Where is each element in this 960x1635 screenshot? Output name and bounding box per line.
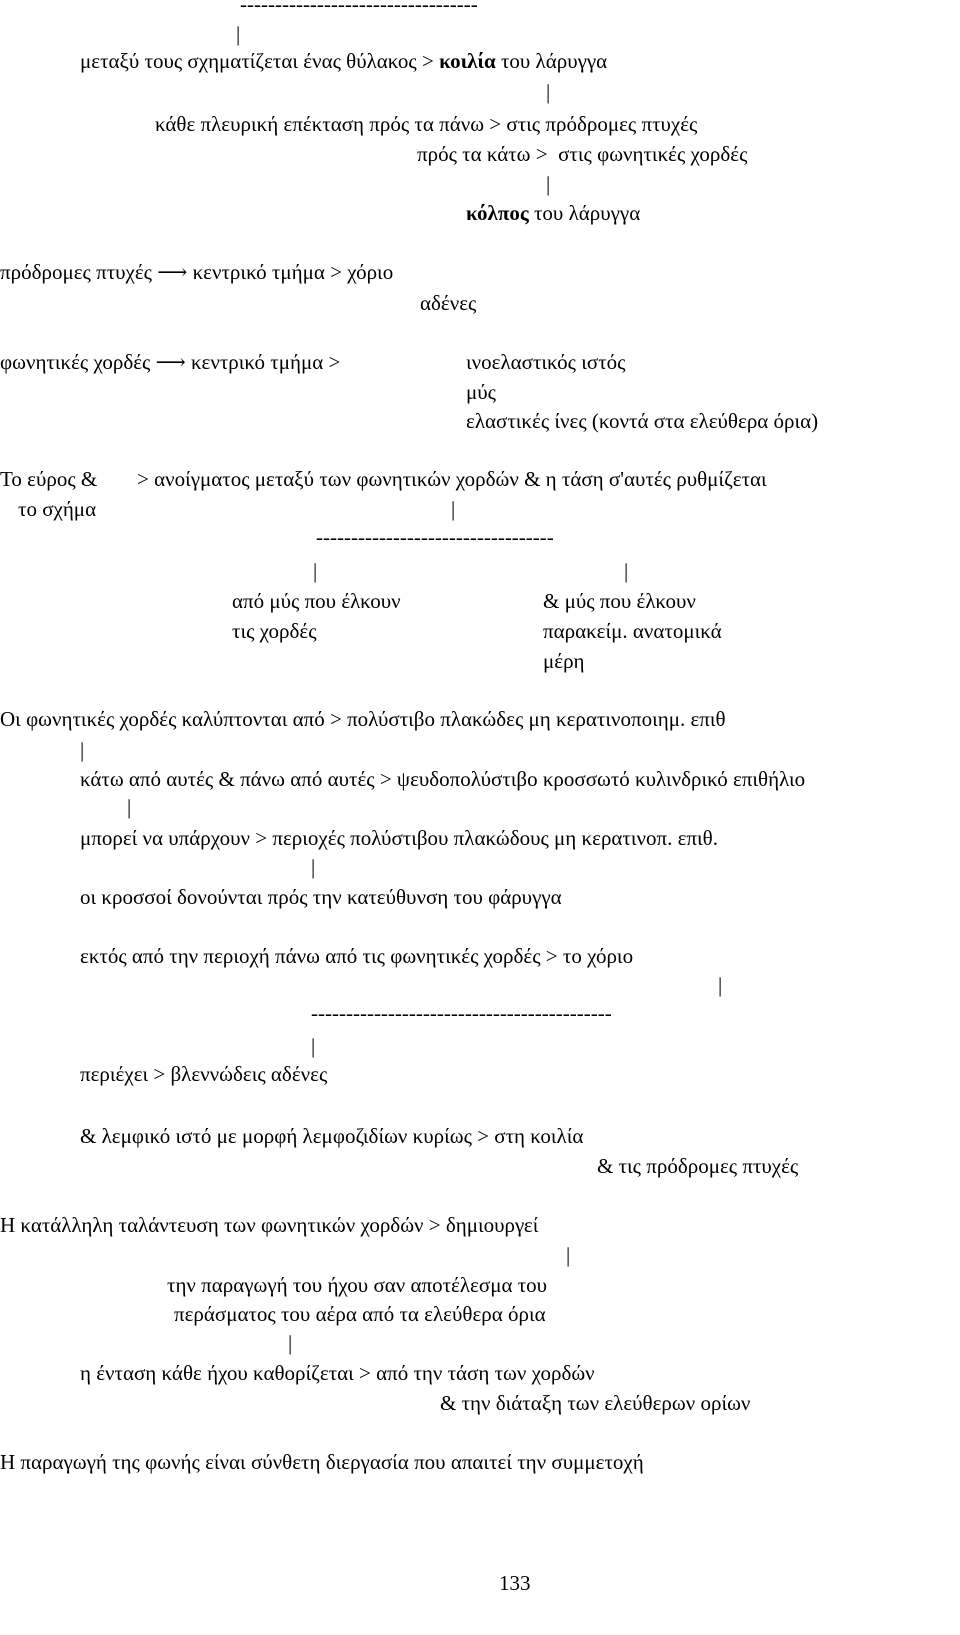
text-line: & μύς που έλκουν xyxy=(543,589,696,613)
connector-bar: | xyxy=(127,795,132,819)
text-line: την παραγωγή του ήχου σαν αποτέλεσμα του xyxy=(167,1273,548,1297)
text-line: περάσματος του αέρα από τα ελεύθερα όρια xyxy=(174,1302,546,1326)
connector-bar: | xyxy=(624,559,629,583)
dash-line: ---------------------------------- xyxy=(316,525,554,549)
text-line: κάτω από αυτές & πάνω από αυτές > ψευδοπολύστιβο κροσσωτό κυλινδρικό επιθήλιο xyxy=(80,767,806,791)
dash-line-top: ---------------------------------- xyxy=(240,0,478,16)
text-line: πρός τα κάτω > στις φωνητικές χορδές xyxy=(417,142,748,166)
page-number: 133 xyxy=(499,1571,531,1595)
text-segment: του λάρυγγα xyxy=(528,201,641,225)
text-line: αδένες xyxy=(420,291,477,315)
connector-bar: | xyxy=(313,559,318,583)
connector-bar: | xyxy=(80,738,85,762)
text-line: μύς xyxy=(466,380,496,404)
connector-bar: | xyxy=(311,855,316,879)
connector-bar: | xyxy=(546,172,551,196)
connector-bar: | xyxy=(311,1034,316,1058)
text-line: εκτός από την περιοχή πάνω από τις φωνητικές χορδές > το χόριο xyxy=(80,944,634,968)
text-line: πρόδρομες πτυχές ⟶ κεντρικό τμήμα > χόριο xyxy=(0,260,394,284)
bold-term: κόλπος xyxy=(466,201,529,225)
text-line: το σχήμα xyxy=(18,497,97,521)
text-line: Οι φωνητικές χορδές καλύπτονται από > πολύστιβο πλακώδες μη κερατινοποιημ. επιθ xyxy=(0,707,726,731)
connector-bar: | xyxy=(288,1331,293,1355)
text-line: φωνητικές χορδές ⟶ κεντρικό τμήμα > xyxy=(0,350,341,374)
text-line: περιέχει > βλεννώδεις αδένες xyxy=(80,1062,328,1086)
text-segment: μεταξύ τους σχηματίζεται ένας θύλακος > xyxy=(80,49,440,73)
text-line: τις χορδές xyxy=(232,619,317,643)
connector-bar: | xyxy=(546,80,551,104)
text-line: Η κατάλληλη ταλάντευση των φωνητικών χορδών > δημιουργεί xyxy=(0,1213,539,1237)
text-line: κάθε πλευρική επέκταση πρός τα πάνω > στις πρόδρομες πτυχές xyxy=(155,112,698,136)
connector-bar: | xyxy=(566,1243,571,1267)
text-line: ινοελαστικός ιστός xyxy=(466,350,626,374)
bold-term: κοιλία xyxy=(439,49,496,73)
text-line: από μύς που έλκουν xyxy=(232,589,401,613)
dash-line: ------------------------------------------- xyxy=(311,1001,612,1025)
text-line: > ανοίγματος μεταξύ των φωνητικών χορδών & η τάση σ'αυτές ρυθμίζεται xyxy=(137,467,767,491)
text-line xyxy=(466,203,640,224)
text-line: η ένταση κάθε ήχου καθορίζεται > από την τάση των χορδών xyxy=(80,1361,595,1385)
text-segment: του λάρυγγα xyxy=(495,49,608,73)
text-line: μπορεί να υπάρχουν > περιοχές πολύστιβου πλακώδους μη κερατινοπ. επιθ. xyxy=(80,826,718,850)
text-line xyxy=(80,51,607,72)
connector-bar: | xyxy=(451,497,456,521)
text-line: & την διάταξη των ελεύθερων ορίων xyxy=(440,1391,751,1415)
text-line: παρακείμ. ανατομικά xyxy=(543,619,722,643)
text-line: οι κροσσοί δονούνται πρός την κατεύθυνση του φάρυγγα xyxy=(80,885,562,909)
text-line: Το εύρος & xyxy=(0,467,98,491)
text-line: & τις πρόδρομες πτυχές xyxy=(597,1154,799,1178)
text-line: μέρη xyxy=(543,649,585,673)
text-line: ελαστικές ίνες (κοντά στα ελεύθερα όρια) xyxy=(466,409,819,433)
text-line: & λεμφικό ιστό με μορφή λεμφοζιδίων κυρίως > στη κοιλία xyxy=(80,1124,584,1148)
text-line: Η παραγωγή της φωνής είναι σύνθετη διεργασία που απαιτεί την συμμετοχή xyxy=(0,1450,644,1474)
connector-bar: | xyxy=(718,973,723,997)
connector-bar: | xyxy=(236,22,241,46)
